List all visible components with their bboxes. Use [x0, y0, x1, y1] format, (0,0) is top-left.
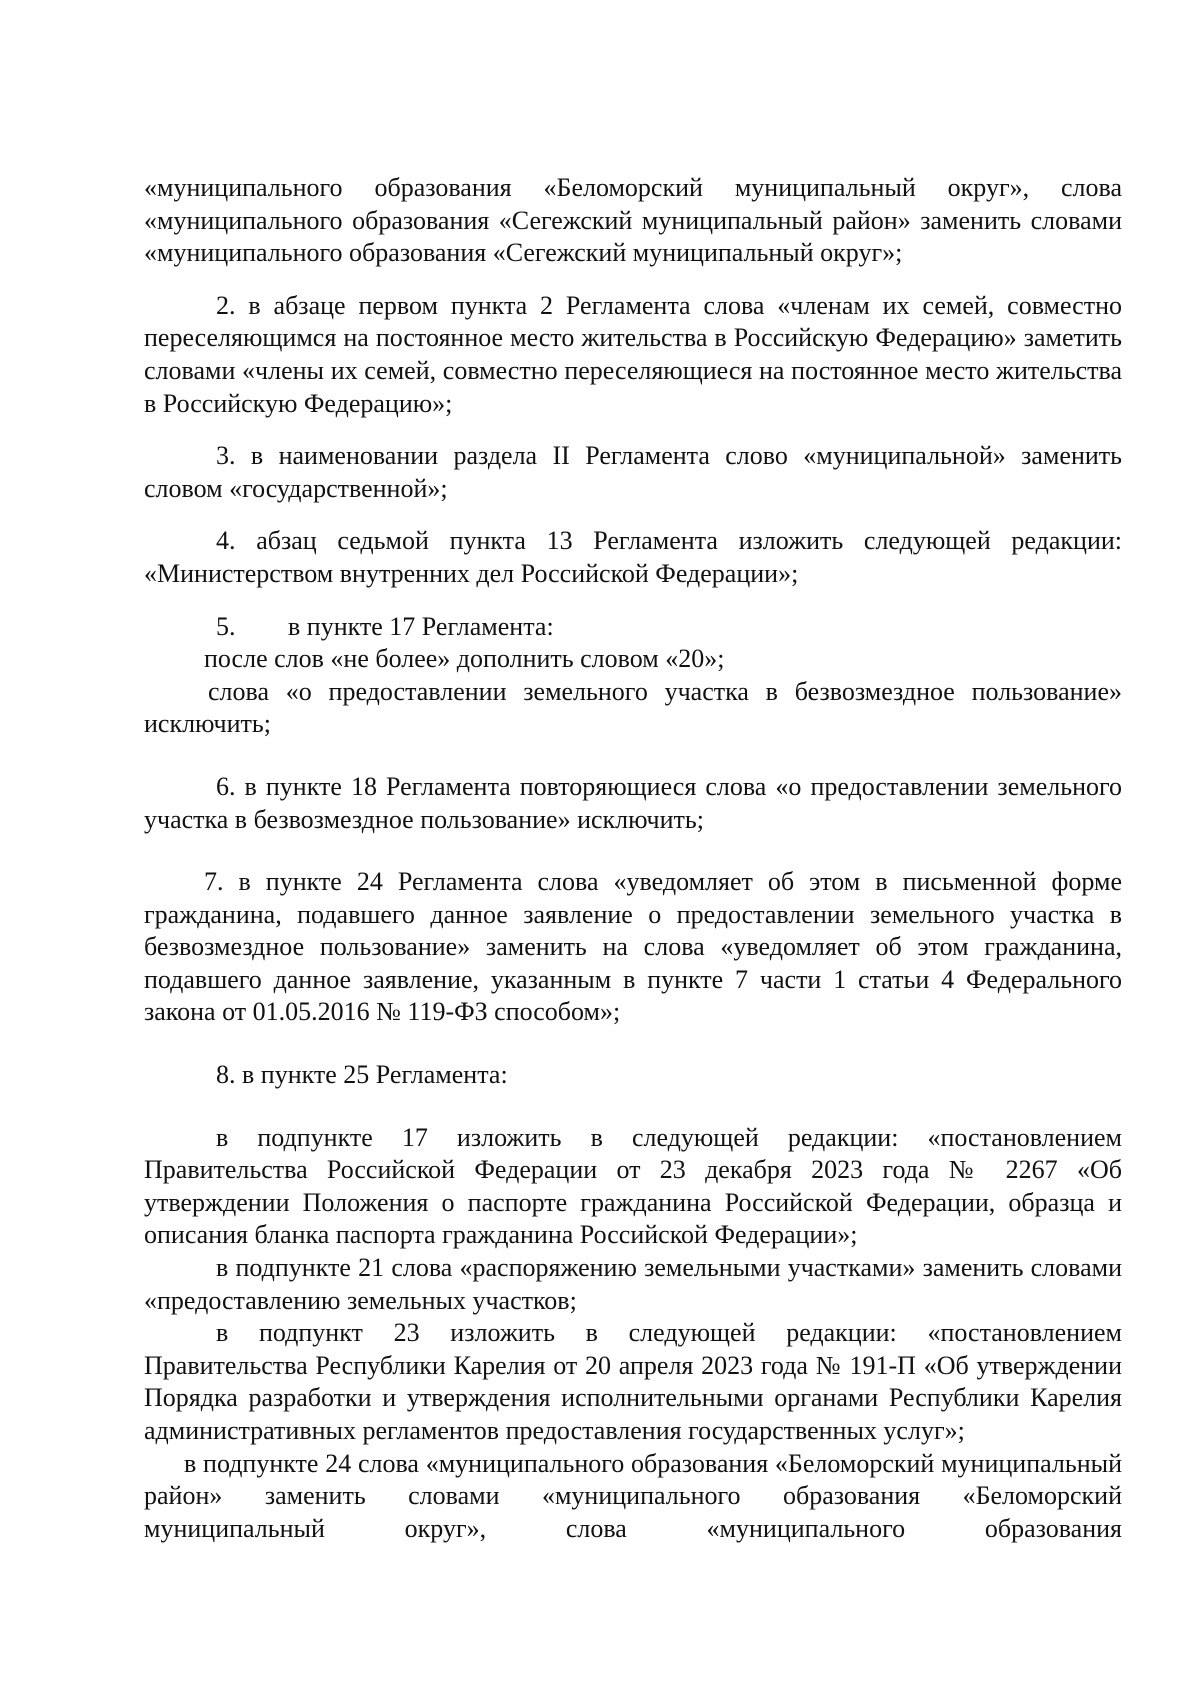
item-5-number: 5.: [216, 611, 236, 641]
paragraph-item-5: [144, 611, 1122, 644]
paragraph-item-8: 8. в пункте 25 Регламента:: [216, 1060, 508, 1090]
document-page: [144, 172, 1122, 1545]
paragraph-item-3: 3. в наименовании раздела II Регламента слово «муниципальной» заменить словом «государственной»;: [144, 441, 1122, 503]
paragraph-item-7: 7. в пункте 24 Регламента слова «уведомляет об этом в письменной форме гражданина, подавшего данное заявление о предоставлении земельного участка в безвозмездное пользование» заменить на слова «уведомляет об этом гражданина, подавшего данное заявление, указанным в пункте 7 части 1 статьи 4 Федерального закона от 01.05.2016 № 119-ФЗ способом»;: [144, 867, 1122, 1027]
paragraph-item-8b: в подпункте 21 слова «распоряжению земельными участками» заменить словами «предоставлению земельных участков;: [144, 1253, 1122, 1315]
paragraph-item-5b: слова «о предоставлении земельного участка в безвозмездное пользование» исключить;: [144, 676, 1122, 739]
paragraph-item-6: 6. в пункте 18 Регламента повторяющиеся слова «о предоставлении земельного участка в безвозмездное пользование» исключить;: [144, 771, 1122, 834]
paragraph-item-5a: после слов «не более» дополнить словом «20»;: [204, 644, 725, 674]
paragraph-continuation: «муниципального образования «Беломорский муниципальный округ», слова «муниципального образования «Сегежский муниципальный район» заменить словами «муниципального образования «Сегежский муниципальный округ»;: [144, 173, 1122, 268]
paragraph-item-8a: в подпункте 17 изложить в следующей редакции: «постановлением Правительства Российской Федерации от 23 декабря 2023 года № 2267 «Об утверждении Положения о паспорте гражданина Российской Федерации, образца и описания бланка паспорта гражданина Российской Федерации»;: [144, 1122, 1122, 1250]
paragraph-item-8d: в подпункте 24 слова «муниципального образования «Беломорский муниципальный район» заменить словами «муниципального образования «Беломорский муниципальный округ», слова «муниципального образования: [144, 1448, 1122, 1543]
paragraph-item-4: 4. абзац седьмой пункта 13 Регламента изложить следующей редакции: «Министерством внутренних дел Российской Федерации»;: [144, 526, 1122, 588]
item-5-text: в пункте 17 Регламента:: [288, 611, 554, 641]
paragraph-item-2: 2. в абзаце первом пункта 2 Регламента слова «членам их семей, совместно переселяющимся на постоянное место жительства в Российскую Федерацию» заметить словами «члены их семей, совместно переселяющиеся на постоянное место жительства в Российскую Федерацию»;: [144, 290, 1122, 418]
paragraph-item-8c: в подпункт 23 изложить в следующей редакции: «постановлением Правительства Республики Карелия от 20 апреля 2023 года № 191-П «Об утверждении Порядка разработки и утверждения исполнительными органами Республики Карелия административных регламентов предоставления государственных услуг»;: [144, 1318, 1122, 1445]
